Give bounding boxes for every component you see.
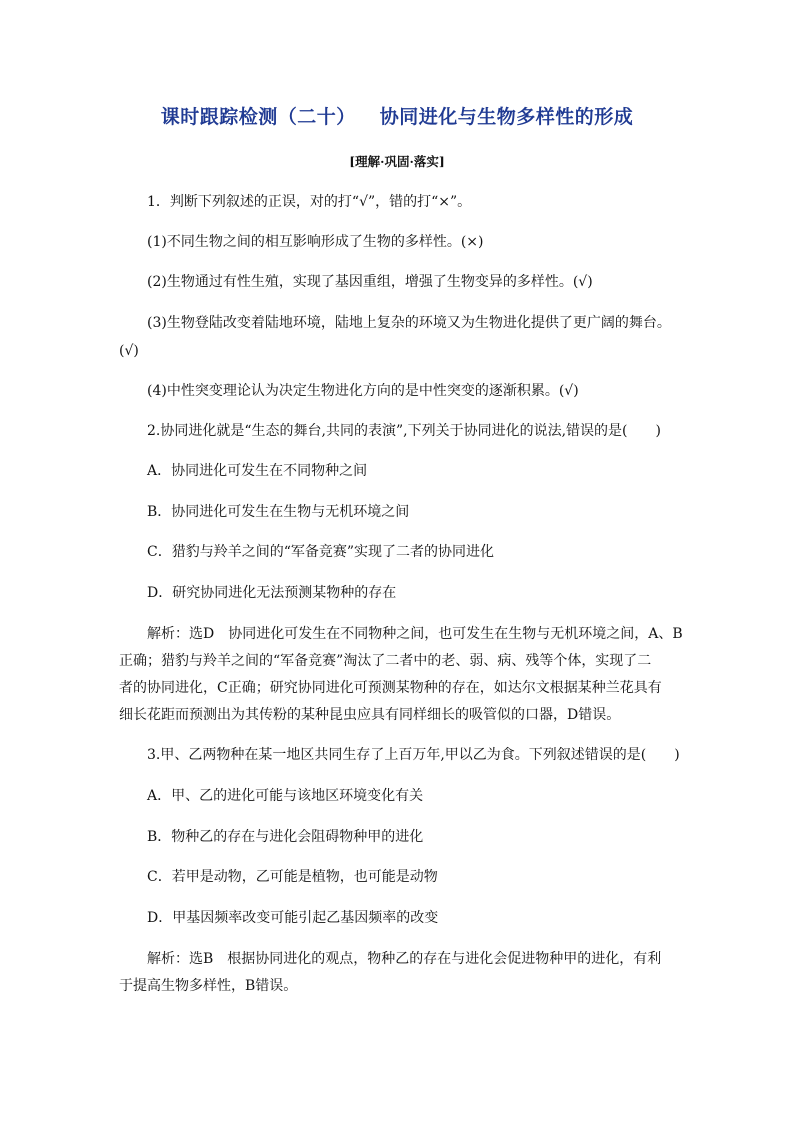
question-2-analysis-line-1: 解析：选D 协同进化可发生在不同物种之间，也可发生在生物与无机环境之间，A、B	[147, 626, 683, 642]
question-2-option-d: D．研究协同进化无法预测某物种的存在	[147, 585, 397, 601]
question-3-option-c: C．若甲是动物，乙可能是植物，也可能是动物	[147, 869, 438, 885]
question-2-option-b: B．协同进化可发生在生物与无机环境之间	[147, 504, 410, 520]
question-1-statement-3-mark: (√)	[119, 343, 139, 359]
question-2-analysis-line-4: 细长花距而预测出为其传粉的某种昆虫应具有同样细长的吸管似的口器，D错误。	[119, 707, 621, 723]
section-subtitle: [理解·巩固·落实]	[349, 154, 445, 169]
question-1-stem: 1．判断下列叙述的正误，对的打“√”，错的打“×”。	[147, 194, 472, 210]
question-3-analysis-line-1: 解析：选B 根据协同进化的观点，物种乙的存在与进化会促进物种甲的进化，有利	[147, 951, 662, 967]
question-3-option-a: A．甲、乙的进化可能与该地区环境变化有关	[147, 788, 424, 804]
question-3-option-b: B．物种乙的存在与进化会阻碍物种甲的进化	[147, 829, 424, 845]
question-1-statement-3: (3)生物登陆改变着陆地环境，陆地上复杂的环境又为生物进化提供了更广阔的舞台。	[147, 315, 671, 331]
question-2-option-a: A．协同进化可发生在不同物种之间	[147, 463, 368, 479]
page-title	[0, 102, 794, 129]
question-1-statement-1: (1)不同生物之间的相互影响形成了生物的多样性。(×)	[147, 234, 484, 250]
question-2-option-c: C．猎豹与羚羊之间的“军备竞赛”实现了二者的协同进化	[147, 544, 495, 560]
title-left: 课时跟踪检测（二十）	[160, 106, 356, 128]
question-2-analysis-line-2: 正确；猎豹与羚羊之间的“军备竞赛”淘汰了二者中的老、弱、病、残等个体，实现了二	[119, 653, 652, 669]
question-3-option-d: D．甲基因频率改变可能引起乙基因频率的改变	[147, 910, 439, 926]
title-right: 协同进化与生物多样性的形成	[379, 106, 634, 128]
question-3-stem: 3.甲、乙两物种在某一地区共同生存了上百万年,甲以乙为食。下列叙述错误的是( )	[147, 747, 680, 763]
question-1-statement-4: (4)中性突变理论认为决定生物进化方向的是中性突变的逐渐积累。(√)	[147, 383, 579, 399]
question-3-analysis-line-2: 于提高生物多样性，B错误。	[119, 978, 298, 994]
question-1-statement-2: (2)生物通过有性生殖，实现了基因重组，增强了生物变异的多样性。(√)	[147, 274, 593, 290]
question-2-stem: 2.协同进化就是“生态的舞台,共同的表演”,下列关于协同进化的说法,错误的是( )	[147, 423, 661, 439]
question-2-analysis-line-3: 者的协同进化，C正确；研究协同进化可预测某物种的存在，如达尔文根据某种兰花具有	[119, 680, 662, 696]
